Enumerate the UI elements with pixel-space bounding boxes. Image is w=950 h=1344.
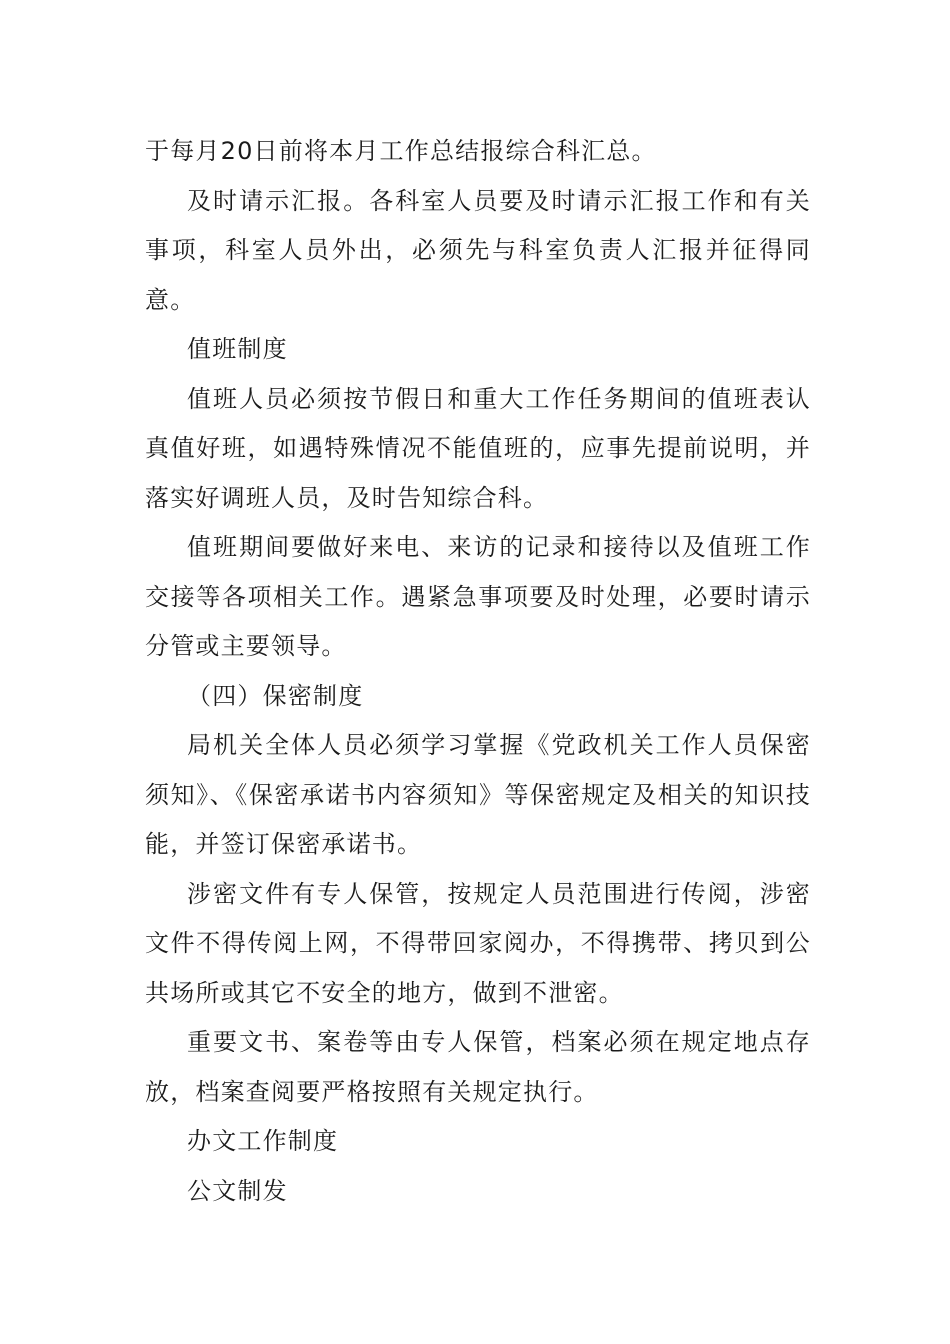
paragraph-classified-documents: 涉密文件有专人保管，按规定人员范围进行传阅，涉密文件不得传阅上网，不得带回家阅办，不得携带、拷贝到公共场所或其它不安全的地方，做到不泄密。	[145, 879, 811, 1007]
document-body	[145, 127, 811, 1216]
paragraph-confidentiality-training: 局机关全体人员必须学习掌握《党政机关工作人员保密须知》、《保密承诺书内容须知》等保密规定及相关的知识技能，并签订保密承诺书。	[145, 731, 811, 858]
section-heading-document-issuance: 公文制发	[187, 1176, 288, 1205]
paragraph-duty-schedule: 值班人员必须按节假日和重大工作任务期间的值班表认真值好班，如遇特殊情况不能值班的，应事先提前说明，并落实好调班人员，及时告知综合科。	[145, 384, 811, 512]
paragraph-duty-period: 值班期间要做好来电、来访的记录和接待以及值班工作交接等各项相关工作。遇紧急事项要及时处理，必要时请示分管或主要领导。	[145, 533, 811, 660]
paragraph-archive-storage: 重要文书、案卷等由专人保管，档案必须在规定地点存放，档案查阅要严格按照有关规定执行。	[145, 1028, 811, 1106]
section-heading-duty-system: 值班制度	[187, 335, 288, 363]
section-heading-confidentiality: （四）保密制度	[187, 681, 364, 710]
paragraph-report-instructions: 及时请示汇报。各科室人员要及时请示汇报工作和有关事项，科室人员外出，必须先与科室负责人汇报并征得同意。	[145, 186, 811, 314]
section-heading-document-handling: 办文工作制度	[187, 1127, 339, 1155]
paragraph-continuation: 于每月20日前将本月工作总结报综合科汇总。	[145, 137, 657, 165]
